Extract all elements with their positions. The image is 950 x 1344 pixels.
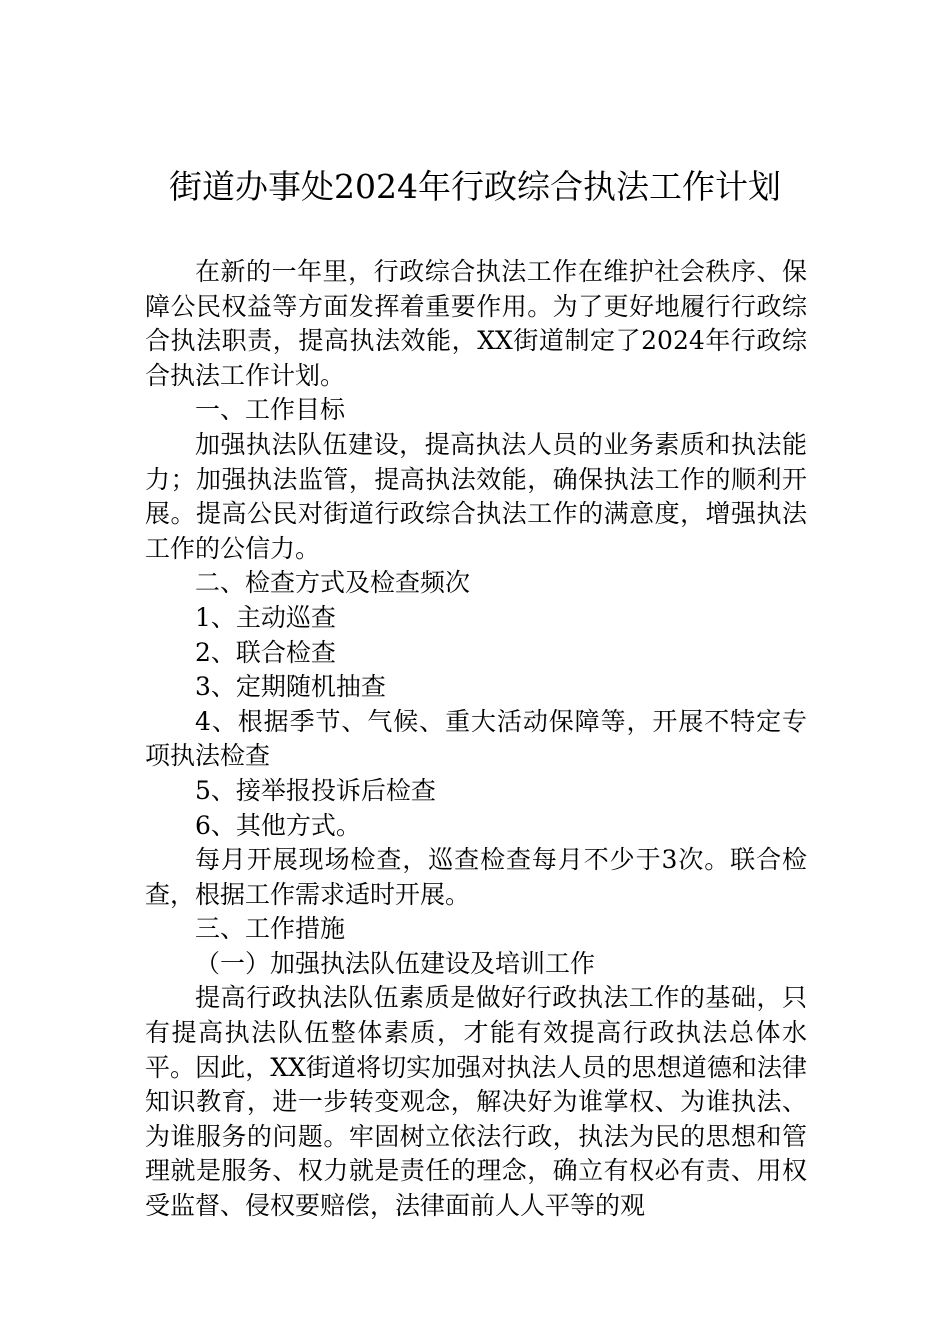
inspection-item-3: 3、定期随机抽查 (195, 672, 386, 702)
inspection-frequency-paragraph: 每月开展现场检查，巡查检查每月不少于3次。联合检查，根据工作需求适时开展。 (145, 845, 807, 909)
inspection-item-1: 1、主动巡查 (195, 602, 336, 632)
subsection-heading-team-building: （一）加强执法队伍建设及培训工作 (195, 948, 596, 978)
team-building-paragraph: 提高行政执法队伍素质是做好行政执法工作的基础，只有提高执法队伍整体素质，才能有效提高行政执法总体水平。因此，XX街道将切实加强对执法人员的思想道德和法律知识教育，进一步转变观念，解决好为谁掌权、为谁执法、为谁服务的问题。牢固树立依法行政，执法为民的思想和管理就是服务、权力就是责任的理念，确立有权必有责、用权受监督、侵权要赔偿，法律面前人人平等的观 (145, 983, 807, 1221)
inspection-item-4: 4、根据季节、气候、重大活动保障等，开展不特定专项执法检查 (145, 706, 807, 771)
inspection-item-2: 2、联合检查 (195, 637, 336, 667)
inspection-item-5: 5、接举报投诉后检查 (195, 775, 436, 805)
goals-paragraph: 加强执法队伍建设，提高执法人员的业务素质和执法能力；加强执法监管，提高执法效能，确保执法工作的顺利开展。提高公民对街道行政综合执法工作的满意度，增强执法工作的公信力。 (145, 429, 807, 563)
section-heading-inspection: 二、检查方式及检查频次 (195, 568, 471, 598)
section-heading-goals: 一、工作目标 (195, 395, 346, 425)
document-title: 街道办事处2024年行政综合执法工作计划 (169, 167, 781, 206)
section-heading-measures: 三、工作措施 (195, 914, 346, 944)
inspection-item-6: 6、其他方式。 (195, 810, 361, 840)
intro-paragraph: 在新的一年里，行政综合执法工作在维护社会秩序、保障公民权益等方面发挥着重要作用。为了更好地履行行政综合执法职责，提高执法效能，XX街道制定了2024年行政综合执法工作计划。 (145, 257, 807, 390)
document-body (145, 255, 807, 1224)
